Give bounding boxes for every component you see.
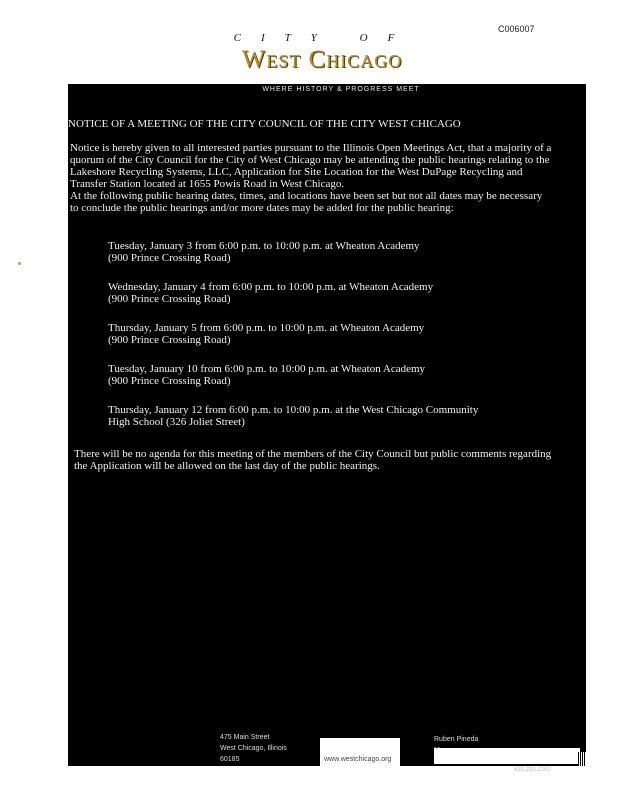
- hearing-date: Thursday, January 12 from 6:00 p.m. to 10:00 p.m. at the West Chicago Community: [108, 404, 479, 416]
- hearing-item: [108, 363, 578, 387]
- hearing-location: (900 Prince Crossing Road): [108, 334, 231, 346]
- scan-artifact: [18, 262, 21, 265]
- logo-city-of: CITY OF: [233, 32, 415, 44]
- hearing-location: (900 Prince Crossing Road): [108, 252, 231, 264]
- hearing-list: [108, 240, 578, 445]
- hearing-item: [108, 240, 578, 264]
- mayor-name: Ruben Pineda: [434, 736, 479, 743]
- notice-body: [68, 84, 586, 773]
- scan-edge-mark: [578, 752, 586, 766]
- document-id: C006007: [498, 24, 535, 34]
- hearing-date: Wednesday, January 4 from 6:00 p.m. to 10:00 p.m. at Wheaton Academy: [108, 281, 434, 293]
- closing-text: There will be no agenda for this meeting of the members of the City Council but public comments regarding the Application will be allowed on the last day of the public hearings.: [74, 448, 552, 472]
- hearing-item: [108, 281, 578, 305]
- logo-city-name: West Chicago: [241, 46, 403, 73]
- hearing-date: Tuesday, January 3 from 6:00 p.m. to 10:00 p.m. at Wheaton Academy: [108, 240, 420, 252]
- hearing-location: High School (326 Joliet Street): [108, 416, 245, 428]
- hearing-date: Thursday, January 5 from 6:00 p.m. to 10:00 p.m. at Wheaton Academy: [108, 322, 425, 334]
- hearing-item: [108, 404, 578, 428]
- notice-heading: NOTICE OF A MEETING OF THE CITY COUNCIL OF THE CITY WEST CHICAGO: [68, 118, 461, 130]
- address-street: 475 Main Street: [220, 734, 270, 741]
- footer-white-strip: [434, 748, 580, 764]
- logo-tagline: WHERE HISTORY & PROGRESS MEET: [262, 86, 420, 93]
- notice-paragraph: At the following public hearing dates, times, and locations have been set but not all dates may be necessary to conclude the public hearings and/or more dates may be added for the public hearing:: [70, 190, 543, 214]
- notice-paragraph: Notice is hereby given to all interested parties pursuant to the Illinois Open Meetings Act, that a majority of a quorum of the City Council for the City of West Chicago may be attending the public hearings relating to the Lakeshore Recycling Systems, LLC, Application for Site Location for the West DuPage Recycling and Transfer Station located at 1655 Powis Road in West Chicago.: [70, 142, 552, 190]
- footer-phone: 630.293.2200: [514, 767, 551, 773]
- footer-website: www.westchicago.org: [324, 756, 392, 763]
- hearing-location: (900 Prince Crossing Road): [108, 293, 231, 305]
- hearing-location: (900 Prince Crossing Road): [108, 375, 231, 387]
- hearing-date: Tuesday, January 10 from 6:00 p.m. to 10:00 p.m. at Wheaton Academy: [108, 363, 426, 375]
- hearing-item: [108, 322, 578, 346]
- footer-address: [220, 732, 320, 765]
- notice-text: [70, 142, 552, 214]
- address-zip: 60185: [220, 756, 240, 763]
- address-city: West Chicago, Illinois: [220, 745, 287, 752]
